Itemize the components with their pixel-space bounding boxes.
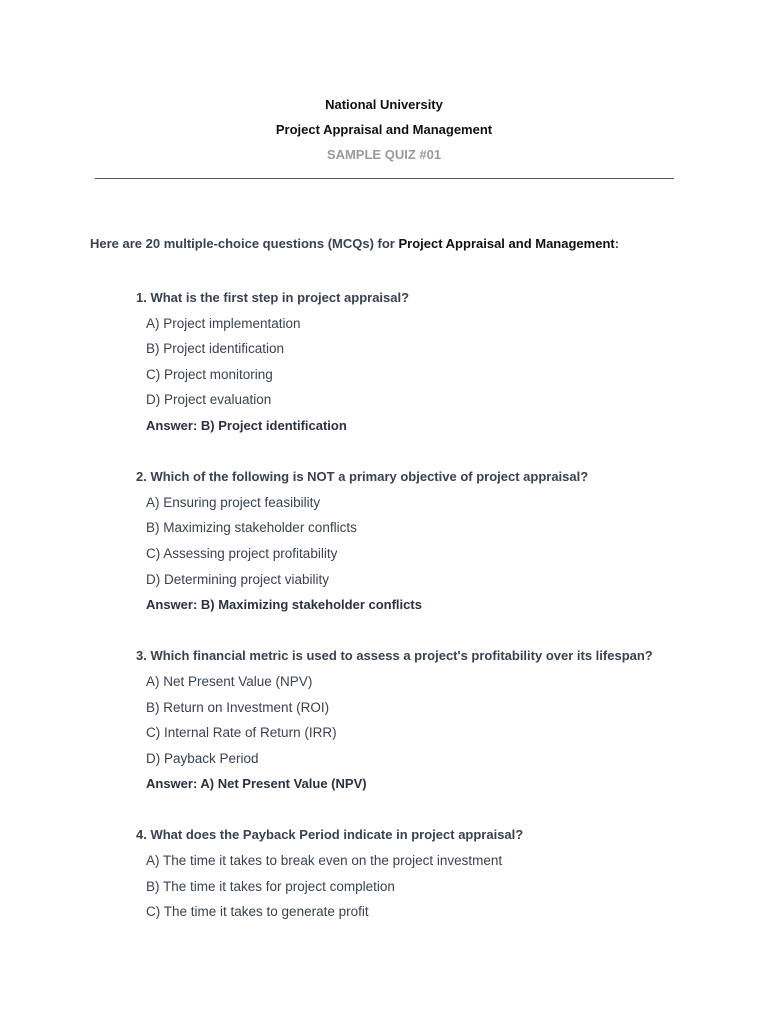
option-c: C) Project monitoring [146, 366, 273, 382]
intro-paragraph [90, 234, 619, 254]
answer-text: Answer: A) Net Present Value (NPV) [146, 776, 367, 792]
question-text: 2. Which of the following is NOT a primary objective of project appraisal? [136, 469, 589, 485]
option-b: B) Maximizing stakeholder conflicts [146, 520, 357, 536]
option-d: D) Determining project viability [146, 571, 330, 587]
question-3 [136, 643, 736, 797]
option-c: C) Internal Rate of Return (IRR) [146, 725, 337, 741]
document-header [0, 92, 768, 167]
quiz-title: SAMPLE QUIZ #01 [326, 147, 442, 162]
option-d: D) Payback Period [146, 750, 259, 766]
question-1 [136, 285, 736, 439]
intro-subject: Project Appraisal and Management [398, 236, 615, 251]
option-b: B) Project identification [146, 341, 285, 357]
option-a: A) The time it takes to break even on the project investment [146, 853, 503, 869]
option-d: D) Project evaluation [146, 392, 272, 408]
option-a: A) Net Present Value (NPV) [146, 673, 313, 689]
option-a: A) Ensuring project feasibility [146, 494, 321, 510]
question-2 [136, 464, 736, 618]
answer-text: Answer: B) Maximizing stakeholder conflicts [146, 597, 422, 613]
option-c: C) Assessing project profitability [146, 545, 338, 561]
question-text: 4. What does the Payback Period indicate in project appraisal? [136, 827, 524, 843]
course-title: Project Appraisal and Management [275, 122, 493, 137]
question-text: 1. What is the first step in project appraisal? [136, 290, 410, 305]
option-b: B) The time it takes for project completion [146, 878, 395, 894]
answer-text: Answer: B) Project identification [146, 417, 347, 433]
header-divider [95, 178, 674, 179]
question-4 [136, 822, 736, 924]
option-a: A) Project implementation [146, 315, 301, 331]
intro-lead: Here are 20 multiple-choice questions (MCQs) for [90, 236, 399, 251]
intro-tail: : [614, 236, 620, 251]
option-c: C) The time it takes to generate profit [146, 904, 369, 920]
option-b: B) Return on Investment (ROI) [146, 699, 330, 715]
institution-name: National University [325, 97, 443, 112]
question-list [136, 285, 736, 950]
question-text: 3. Which financial metric is used to assess a project's profitability over its lifespan? [136, 648, 653, 664]
